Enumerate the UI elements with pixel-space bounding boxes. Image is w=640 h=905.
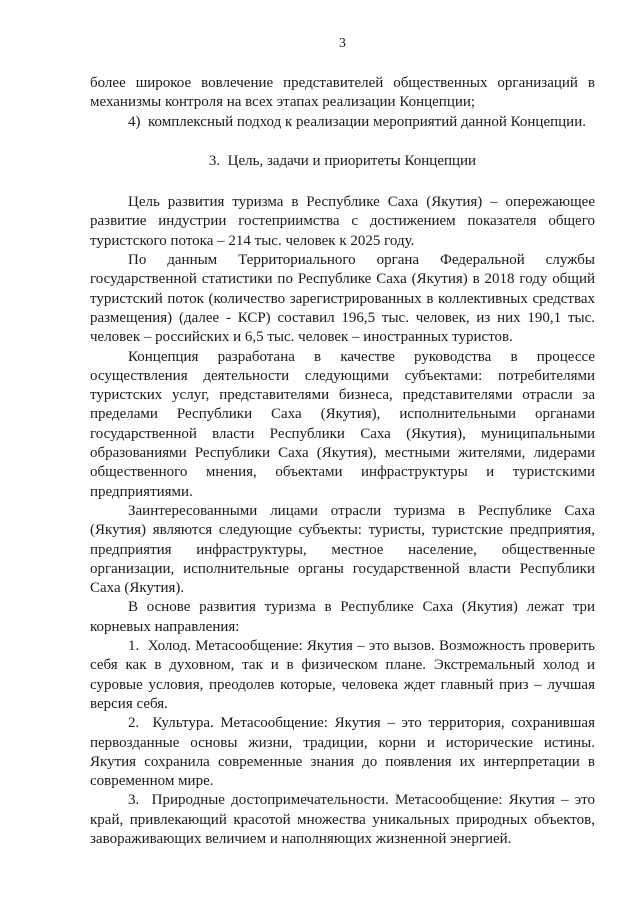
direction-item-nature: 3. Природные достопримечательности. Метасообщение: Якутия – это край, привлекающий красотой множества уникальных природных объектов, завораживающих величием и наполняющих жизненной энергией.	[90, 792, 595, 847]
list-item-4: 4) комплексный подход к реализации мероприятий данной Концепции.	[128, 113, 586, 130]
direction-item-cold: 1. Холод. Метасообщение: Якутия – это вызов. Возможность проверить себя как в духовном, так и в физическом плане. Экстремальный холод и суровые условия, преодолев которые, человека ждет главный приз – лучшая версия себя.	[90, 638, 595, 712]
section-heading: 3. Цель, задачи и приоритеты Концепции	[208, 152, 477, 169]
paragraph-subjects: Концепция разработана в качестве руководства в процессе осуществления деятельности следующими субъектами: потребителями туристских услуг, представителями бизнеса, представителями отрасли за пределами Республики Саха (Якутия), исполнительными органами государственной власти Республики Саха (Якутия), муниципальными образованиями Республики Саха (Якутия), местными жителями, лидерами общественного мнения, объектами инфраструктуры и туристскими предприятиями.	[90, 348, 595, 500]
paragraph-stakeholders: Заинтересованными лицами отрасли туризма в Республике Саха (Якутия) являются следующие субъекты: туристы, туристские предприятия, предприятия инфраструктуры, местное население, общественные организации, исполнительные органы государственной власти Республики Саха (Якутия).	[90, 502, 595, 597]
direction-item-culture: 2. Культура. Метасообщение: Якутия – это территория, сохранившая первозданные основы жизни, традиции, корни и исторические истины. Якутия сохранила современные знания до появления их интерпретации в современном мире.	[90, 715, 595, 790]
paragraph-goal: Цель развития туризма в Республике Саха (Якутия) – опережающее развитие индустрии гостеприимства с достижением показателя общего туристского потока – 214 тыс. человек к 2025 году.	[90, 194, 595, 249]
document-page	[90, 34, 595, 849]
page-number: 3	[339, 35, 346, 50]
paragraph-statistics: По данным Территориального органа Федеральной службы государственной статистики по Республике Саха (Якутия) в 2018 году общий туристский поток (количество зарегистрированных в коллективных средствах размещения) (далее - КСР) составил 196,5 тыс. человек, из них 190,1 тыс. человек – российских и 6,5 тыс. человек – иностранных туристов.	[90, 252, 595, 346]
paragraph-directions-intro: В основе развития туризма в Республике Саха (Якутия) лежат три корневых направления:	[90, 599, 595, 635]
intro-paragraph: более широкое вовлечение представителей общественных организаций в механизмы контроля на всех этапах реализации Концепции;	[90, 75, 595, 111]
